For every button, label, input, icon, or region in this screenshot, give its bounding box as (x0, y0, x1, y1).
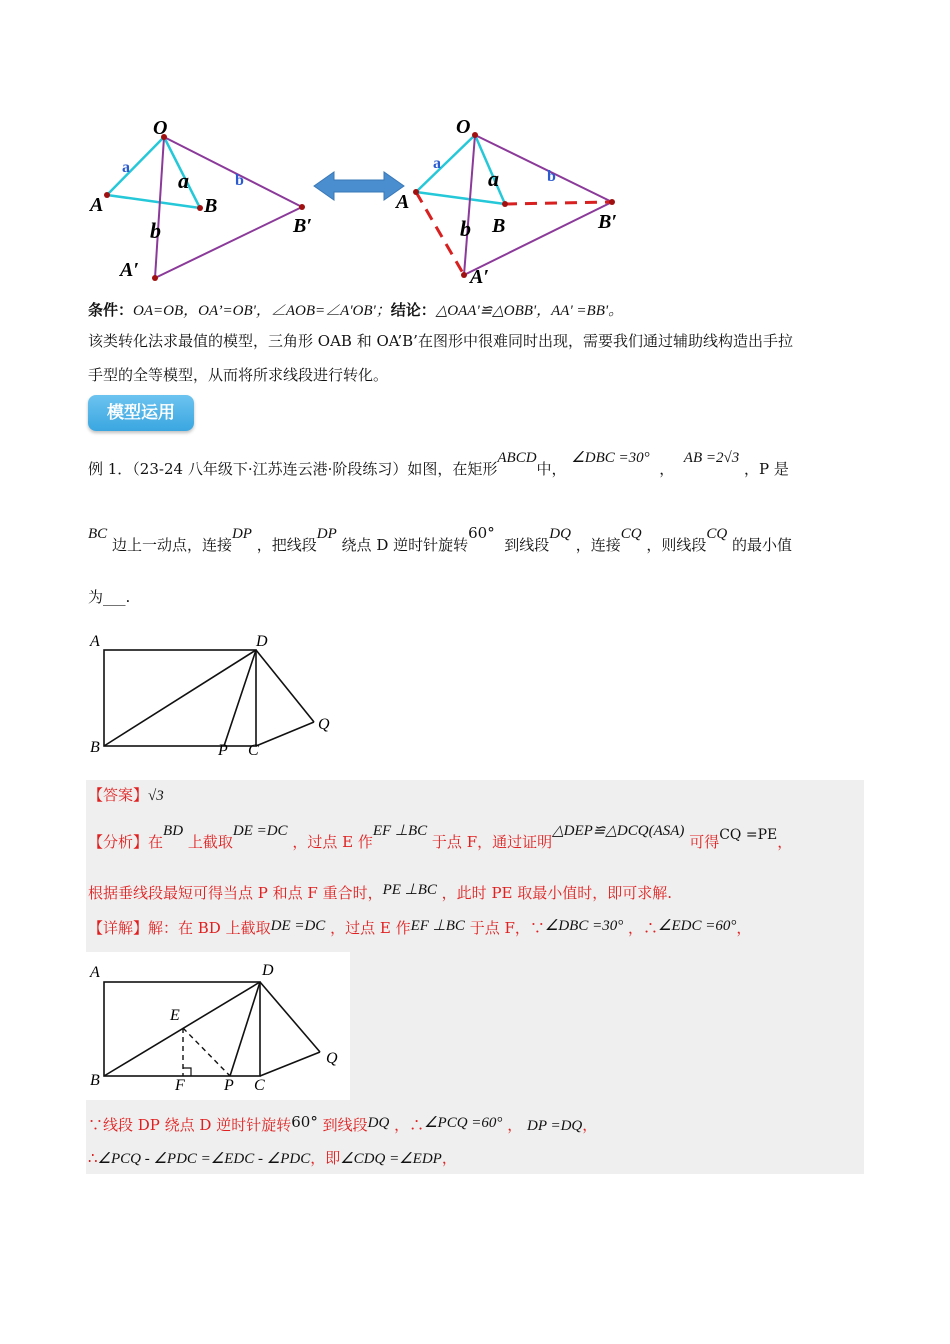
detail-d7: ，∴ (628, 919, 659, 937)
analysis-congruent: △DEP≌△DCQ(ASA) (552, 823, 685, 839)
step2-angles: ∠PCQ - ∠PDC =∠EDC - ∠PDC (97, 1151, 311, 1167)
fig2-A: A (90, 964, 100, 981)
ab-value: AB =2√3 (683, 450, 740, 466)
step1-dp-dq: DP =DQ (527, 1118, 583, 1134)
model-figures (80, 110, 640, 295)
text-2n: 的最小值 (732, 536, 793, 554)
analysis-line-1 (88, 823, 793, 851)
text-2j: ，连接 (575, 536, 621, 554)
label-Bp-right: B′ (598, 211, 617, 233)
seg-dp: DP (231, 526, 252, 542)
analysis-a9: 可得 (689, 833, 720, 851)
fig2-B: B (90, 1072, 100, 1089)
step1-dq: DQ (367, 1115, 390, 1131)
label-Bp: B′ (293, 215, 312, 237)
detail-angle-edc: ∠EDC =60° (658, 918, 737, 934)
text-2b: 边上一动点，连接 (111, 536, 232, 554)
detail-de-dc: DE =DC (270, 918, 326, 934)
conditions-line (88, 303, 623, 319)
answer-value: √3 (148, 788, 164, 804)
step1-s9: ， (582, 1116, 598, 1134)
detail-comma: ， (736, 919, 752, 937)
text-2l: ，则线段 (646, 536, 707, 554)
conclusion-text: △OAA'≌△OBB'，AA' =BB'。 (435, 303, 624, 319)
analysis-label: 【分析】 (88, 833, 149, 851)
fig1-C: C (248, 742, 259, 759)
step1-s1: ∵线段 DP 绕点 D 逆时针旋转 (88, 1116, 292, 1134)
seg-cq-2: CQ (706, 526, 728, 542)
label-Ap-right: A′ (470, 266, 489, 288)
double-arrow-icon (314, 172, 404, 200)
step1-s3: 到线段 (322, 1116, 368, 1134)
label-b-small-right: b (547, 168, 556, 185)
analysis-a3: 上截取 (187, 833, 233, 851)
analysis-b1: 根据垂线段最短可得当点 P 和点 F 重合时， (88, 884, 383, 902)
step1-s5: ，∴ (394, 1116, 425, 1134)
label-O-right: O (456, 116, 471, 138)
detail-d3: ，过点 E 作 (330, 919, 411, 937)
paragraph-1: 该类转化法求最值的模型，三角形 OAB 和 OA’B’在图形中很难同时出现，需要我们通过辅助线构造出手拉 (88, 332, 793, 350)
step2-cdq-edp: ∠CDQ =∠EDP (340, 1151, 442, 1167)
detail-line (88, 918, 752, 937)
answer-line (88, 788, 164, 804)
comma-1: ， (659, 460, 675, 478)
analysis-bd: BD (163, 823, 184, 839)
step2-s5: ， (441, 1149, 457, 1167)
analysis-pe-bc: PE ⊥BC (382, 882, 437, 898)
answer-box-side (350, 952, 864, 1100)
step-line-1 (88, 1113, 598, 1134)
angle-60: 60° (468, 524, 495, 542)
fig1-A: A (90, 633, 100, 650)
angle-dbc: ∠DBC =30° (571, 450, 650, 466)
fig2-E: E (170, 1007, 180, 1024)
detail-label: 【详解】 (88, 919, 149, 937)
label-A-right: A (396, 191, 410, 213)
conditions-text: OA=OB，OA’=OB'，∠AOB=∠A'OB'； (133, 303, 391, 319)
analysis-cq-pe: CQ =PE (719, 827, 778, 843)
figure-2 (86, 955, 348, 1097)
analysis-line-2 (88, 882, 673, 902)
analysis-b3: ，此时 PE 取最小值时，即可求解. (441, 884, 673, 902)
step1-angle: 60° (291, 1113, 318, 1131)
right-figure (394, 116, 617, 288)
analysis-ef-bc: EF ⊥BC (372, 823, 428, 839)
text-p-is: ，P 是 (744, 460, 789, 478)
fig2-C: C (254, 1077, 265, 1094)
analysis-de-dc: DE =DC (232, 823, 288, 839)
fig1-B: B (90, 739, 100, 756)
label-A: A (90, 194, 104, 216)
step1-s7: ， (507, 1116, 523, 1134)
example-intro: 例 1．（23-24 八年级下·江苏连云港·阶段练习）如图，在矩形 (88, 460, 498, 478)
left-figure (88, 117, 312, 281)
fig1-D: D (256, 633, 268, 650)
label-b: b (150, 218, 161, 243)
text-2d: ，把线段 (256, 536, 317, 554)
detail-d1: 解：在 BD 上截取 (148, 919, 271, 937)
step1-pcq: ∠PCQ =60° (424, 1115, 503, 1131)
analysis-a5: ，过点 E 作 (292, 833, 373, 851)
detail-ef-bc: EF ⊥BC (410, 918, 465, 934)
label-a: a (178, 168, 189, 193)
fig1-P: P (218, 742, 228, 759)
analysis-comma: ， (777, 833, 793, 851)
fig2-F: F (175, 1077, 185, 1094)
example-line-3: 为___. (88, 588, 131, 606)
step2-therefore: ∴ (88, 1149, 98, 1167)
label-Ap: A′ (120, 259, 139, 281)
fig2-Q: Q (326, 1050, 338, 1067)
seg-dp-2: DP (316, 526, 337, 542)
seg-cq: CQ (620, 526, 642, 542)
detail-angle-dbc: ∠DBC =30° (544, 918, 624, 934)
example-line-1 (88, 450, 789, 478)
step-line-2 (88, 1151, 457, 1167)
conditions-label: 条件： (88, 301, 134, 319)
answer-label: 【答案】 (88, 786, 149, 804)
fig1-Q: Q (318, 716, 330, 733)
seg-bc: BC (88, 526, 108, 542)
figure-1 (86, 628, 346, 763)
label-a-small-right: a (433, 155, 441, 172)
model-usage-badge: 模型运用 (88, 395, 194, 431)
label-B: B (204, 195, 218, 217)
fig2-P: P (224, 1077, 234, 1094)
fig2-D: D (262, 962, 274, 979)
label-a-small: a (122, 159, 130, 176)
analysis-a1: 在 (148, 833, 164, 851)
paragraph-2: 手型的全等模型，从而将所求线段进行转化。 (88, 366, 389, 384)
text-2h: 到线段 (504, 536, 550, 554)
step2-s3: ，即 (310, 1149, 341, 1167)
label-b-small: b (235, 172, 244, 189)
seg-dq: DQ (549, 526, 571, 542)
label-b-right: b (460, 216, 471, 241)
label-O: O (153, 117, 168, 139)
label-a-right: a (488, 166, 499, 191)
text-2f: 绕点 D 逆时针旋转 (341, 536, 469, 554)
rect-name: ABCD (497, 450, 537, 466)
detail-d5: 于点 F，∵ (469, 919, 545, 937)
analysis-a7: 于点 F，通过证明 (431, 833, 553, 851)
label-B-right: B (492, 215, 506, 237)
conclusion-label: 结论： (390, 301, 436, 319)
example-line-2 (88, 524, 793, 554)
text-zhong: 中， (536, 460, 567, 478)
